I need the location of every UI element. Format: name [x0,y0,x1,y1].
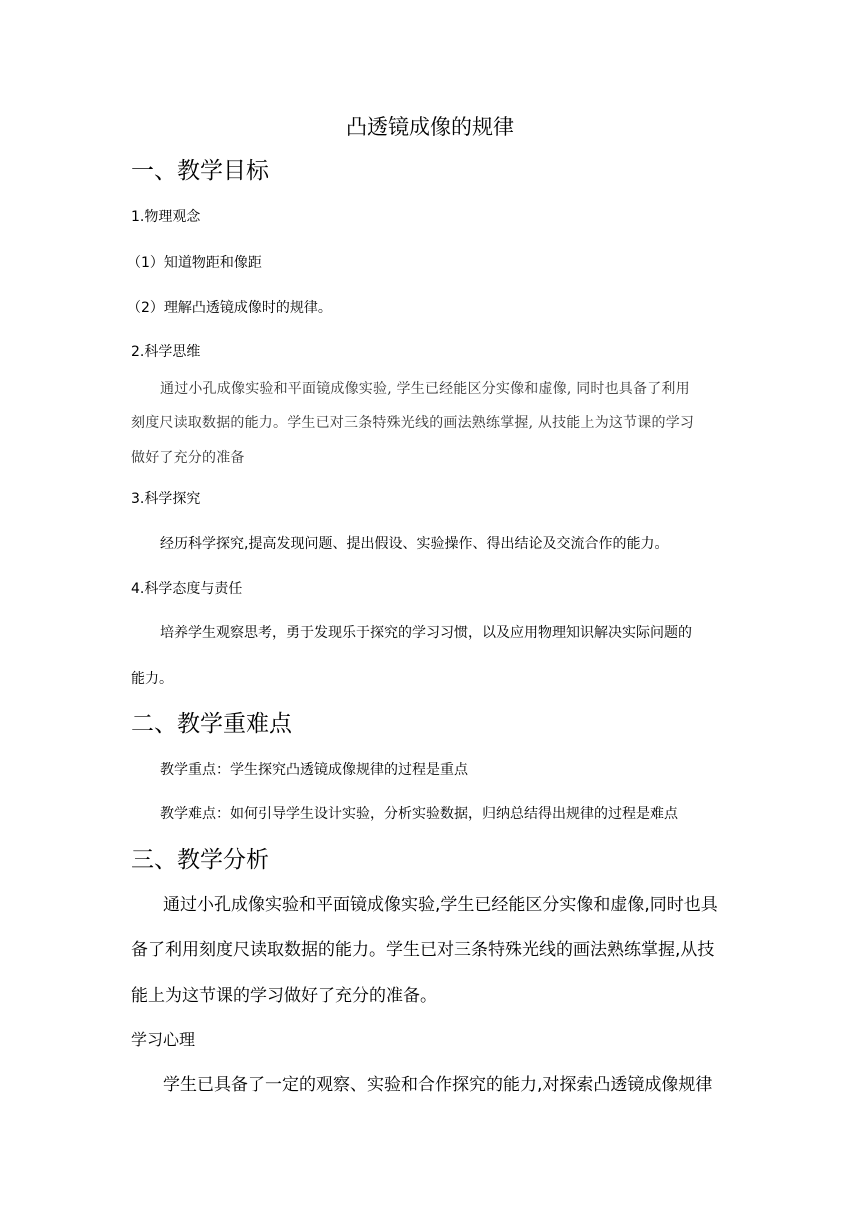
objective-4-heading: 4.科学态度与责任 [131,581,243,597]
learning-psychology-heading: 学习心理 [131,1030,196,1049]
analysis-paragraph-line: 能上为这节课的学习做好了充分的准备。 [131,986,437,1006]
analysis-paragraph-line: 通过小孔成像实验和平面镜成像实验,学生已经能区分实像和虚像,同时也具 [163,895,718,915]
difficult-point-text: 教学难点：如何引导学生设计实验，分析实验数据，归纳总结得出规律的过程是难点 [160,806,678,822]
objective-2-paragraph-line: 通过小孔成像实验和平面镜成像实验, 学生已经能区分实像和虚像, 同时也具备了利用 [160,381,690,397]
objective-4-paragraph-line: 能力。 [131,671,173,687]
section-heading-objectives: 一、教学目标 [131,158,269,184]
section-heading-analysis: 三、教学分析 [131,847,269,873]
objective-2-paragraph-line: 刻度尺读取数据的能力。学生已对三条特殊光线的画法熟练掌握, 从技能上为这节课的学习 [131,415,695,431]
objective-2-paragraph-line: 做好了充分的准备 [131,450,245,466]
document-title: 凸透镜成像的规律 [346,115,514,139]
objective-1-sub2: （2）理解凸透镜成像时的规律。 [127,300,332,316]
objective-1-sub1: （1）知道物距和像距 [127,255,262,271]
section-heading-key-points: 二、教学重难点 [131,711,292,737]
analysis-paragraph-line: 备了利用刻度尺读取数据的能力。学生已对三条特殊光线的画法熟练掌握,从技 [131,940,715,960]
objective-2-heading: 2.科学思维 [131,344,201,360]
objective-3-paragraph: 经历科学探究,提高发现问题、提出假设、实验操作、得出结论及交流合作的能力。 [160,536,669,552]
learning-psychology-paragraph: 学生已具备了一定的观察、实验和合作探究的能力,对探索凸透镜成像规律 [163,1075,713,1095]
key-point-text: 教学重点：学生探究凸透镜成像规律的过程是重点 [160,762,468,778]
objective-4-paragraph-line: 培养学生观察思考，勇于发现乐于探究的学习习惯，以及应用物理知识解决实际问题的 [160,625,692,641]
objective-3-heading: 3.科学探究 [131,491,201,507]
objective-1-heading: 1.物理观念 [131,209,201,225]
